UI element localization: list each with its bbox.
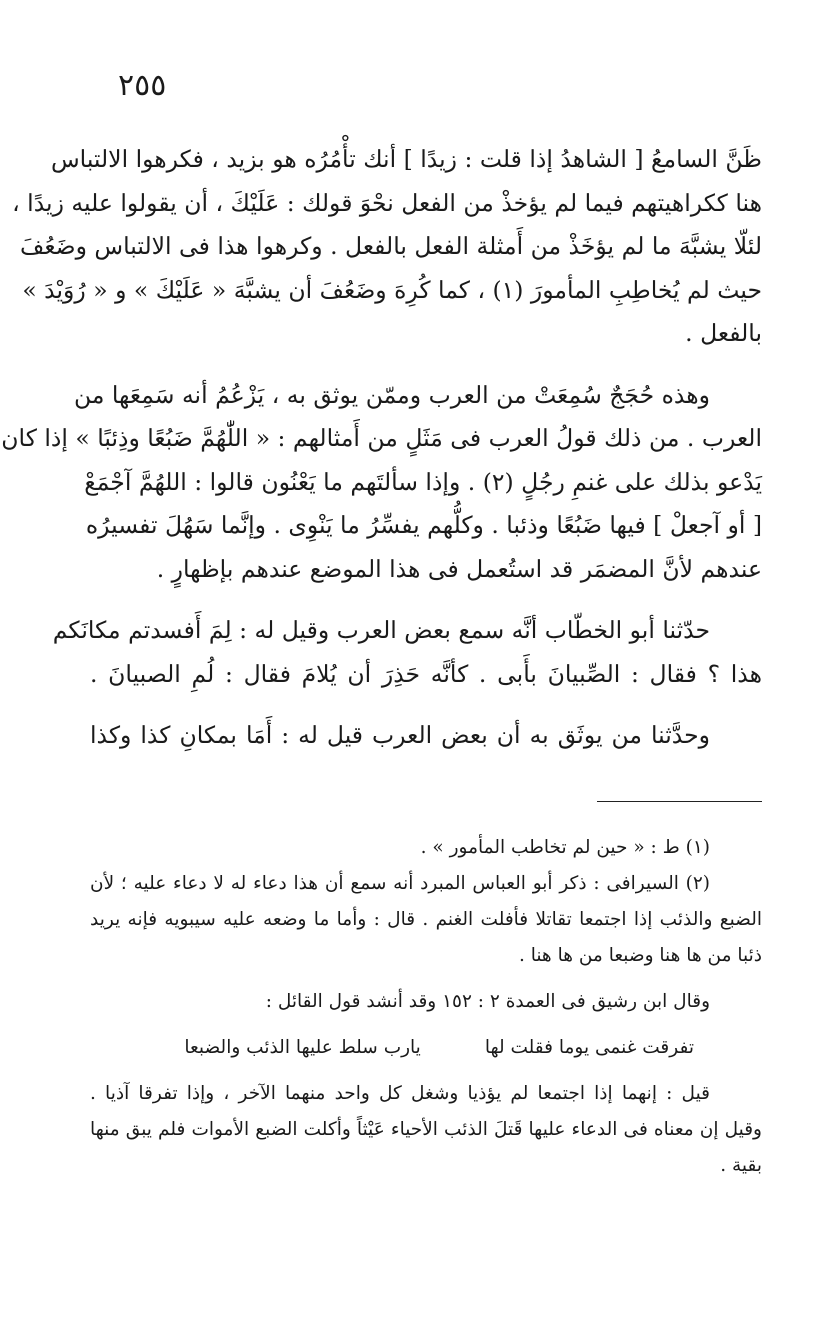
footnote-1: (١) ط : « حين لم تخاطب المأمور » .: [420, 837, 710, 858]
text-line: [ أو آجعلْ ] فيها ضَبُعًا وذئبا . وكلُّهم يفسِّرُ ما يَنْوِى . وإنَّما سَهُلَ تفسيرُه: [85, 511, 762, 539]
text-line: عندهم لأنَّ المضمَر قد استُعمل فى هذا الموضع عندهم بإظهارٍ .: [156, 554, 762, 583]
text-line: لئلّا يشبَّهَ ما لم يؤخَذْ من أَمثلة الفعل بالفعل . وكرهوا هذا فى الالتباس وضَعُفَ: [20, 232, 762, 260]
paragraph-2: [1, 374, 762, 592]
closing-line: وقيل إن معناه فى الدعاء عليها قَتلَ الذئب الأحياء عَيْثاً وأكلت الضبع الأموات فلم يبق منها: [90, 1119, 762, 1140]
verse-second-hemistich: يارب سلط عليها الذئب والضبعا: [184, 1037, 421, 1058]
text-line: هذا ؟ فقال : الصِّبيانَ بأَبى . كأنَّه حَذِرَ أن يُلامَ فقال : لُمِ الصبيانَ .: [90, 659, 762, 688]
text-line: يَدْعو بذلك على غنمِ رجُلٍ (٢) . وإذا سألتَهم ما يَعْنُون قالوا : اللهُمَّ آجْمَعْ: [84, 467, 762, 496]
text-line: حيث لم يُخاطِبِ المأمورَ (١) ، كما كُرِهَ وضَعُفَ أن يشبَّهَ « عَلَيْكَ » و « رُوَيْدَ »: [22, 275, 762, 304]
text-line: العرب . من ذلك قولُ العرب فى مَثَلٍ من أَمثالهم : « اللّٰهُمَّ ضَبُعًا وذِئبًا » إذا كان: [1, 424, 762, 452]
ibn-rashiq-line: وقال ابن رشيق فى العمدة ٢ : ١٥٢ وقد أنشد قول القائل :: [265, 991, 710, 1012]
footnote-2-line: الضبع والذئب إذا اجتمعا تقاتلا فأفلت الغنم . قال : وأما ما وضعه عليه سيبويه فإنه يريد: [90, 909, 762, 930]
text-line: وهذه حُجَجٌ سُمِعَتْ من العرب وممّن يوثق به ، يَزْعُمُ أنه سَمِعَها من: [73, 380, 710, 409]
footnote-separator: [597, 801, 762, 802]
main-text: [1, 138, 762, 758]
paragraph-1: [12, 138, 762, 356]
footnote-2-line: ذئبا من ها هنا وضبعا من ها هنا .: [518, 945, 762, 966]
verse: [90, 1030, 762, 1066]
paragraph-4: [90, 714, 762, 758]
closing-line: بقية .: [720, 1155, 762, 1176]
footnote-2-line: (٢) السيرافى : ذكر أبو العباس المبرد أنه سمع أن هذا دعاء له لا دعاء عليه ؛ لأن: [90, 873, 710, 894]
closing-line: قيل : إنهما إذا اجتمعا لم يؤذيا وشغل كل واحد منهما الآخر ، وإذا تفرقا آذيا .: [90, 1083, 710, 1104]
text-line: بالفعل .: [685, 319, 762, 347]
footnotes: [90, 830, 762, 1184]
text-line: ظَنَّ السامعُ [ الشاهدُ إذا قلت : زيدًا ] أنك تأْمُرُه هو بزيد ، فكرهوا الالتباس: [50, 145, 762, 173]
text-line: وحدَّثنا من يوثَق به أن بعض العرب قيل له : أَمَا بمكانِ كذا وكذا: [90, 721, 710, 749]
text-line: حدّثنا أبو الخطّاب أنَّه سمع بعض العرب وقيل له : لِمَ أَفسدتم مكانَكم: [52, 616, 710, 644]
page-number: ٢٥٥: [118, 68, 167, 103]
verse-first-hemistich: تفرقت غنمى يوما فقلت لها: [484, 1037, 694, 1058]
paragraph-3: [52, 609, 762, 696]
text-line: هنا ككراهيتهم فيما لم يؤخذْ من الفعل نحْوَ قولك : عَلَيْكَ ، أن يقولوا عليه زيدًا ،: [12, 188, 762, 217]
